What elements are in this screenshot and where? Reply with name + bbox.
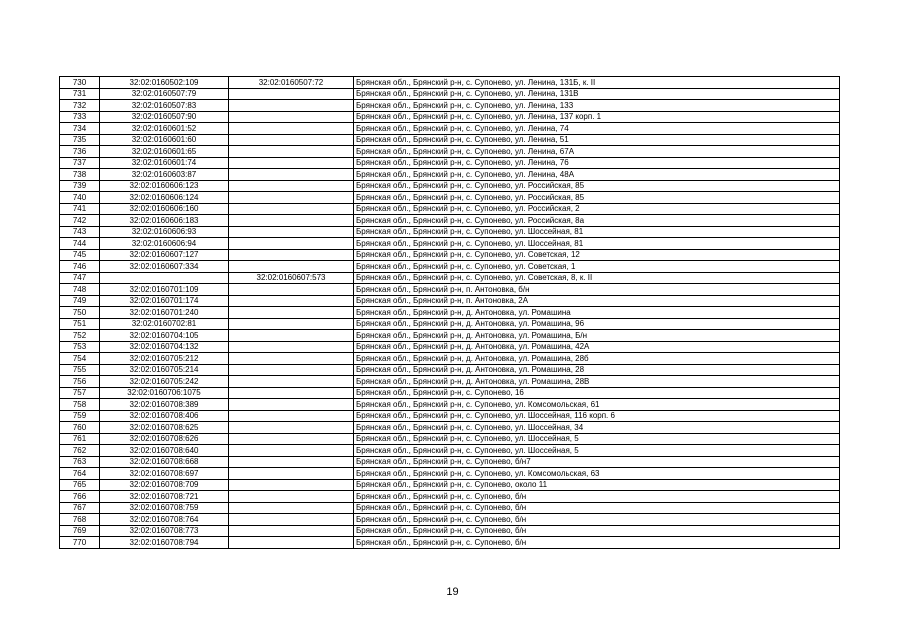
table-row: [60, 100, 840, 112]
table-row: [60, 514, 840, 526]
cadastral-number-cell: 32:02:0160606:160: [100, 203, 229, 215]
cadastral-number-cell: 32:02:0160708:759: [100, 502, 229, 514]
linked-cadastral-number-cell: [229, 330, 354, 342]
row-number-cell: 770: [60, 537, 100, 549]
row-number-cell: 766: [60, 491, 100, 503]
cadastral-number-cell: 32:02:0160502:109: [100, 77, 229, 89]
linked-cadastral-number-cell: [229, 445, 354, 457]
row-number-cell: 749: [60, 295, 100, 307]
row-number-cell: 744: [60, 238, 100, 250]
table-row: [60, 422, 840, 434]
table-row: [60, 226, 840, 238]
linked-cadastral-number-cell: [229, 295, 354, 307]
row-number-cell: 734: [60, 123, 100, 135]
address-cell: Брянская обл., Брянский р-н, д. Антоновка, ул. Ромашина: [354, 307, 840, 319]
linked-cadastral-number-cell: 32:02:0160607:573: [229, 272, 354, 284]
table-row: [60, 157, 840, 169]
table-row: [60, 341, 840, 353]
cadastral-number-cell: 32:02:0160708:697: [100, 468, 229, 480]
table-row: [60, 456, 840, 468]
row-number-cell: 738: [60, 169, 100, 181]
linked-cadastral-number-cell: [229, 88, 354, 100]
row-number-cell: 757: [60, 387, 100, 399]
linked-cadastral-number-cell: [229, 514, 354, 526]
row-number-cell: 755: [60, 364, 100, 376]
linked-cadastral-number-cell: [229, 364, 354, 376]
address-cell: Брянская обл., Брянский р-н, с. Супонево, ул. Шоссейная, 5: [354, 445, 840, 457]
table-row: [60, 364, 840, 376]
table-row: [60, 192, 840, 204]
linked-cadastral-number-cell: [229, 341, 354, 353]
table-row: [60, 376, 840, 388]
row-number-cell: 730: [60, 77, 100, 89]
cadastral-number-cell: 32:02:0160708:721: [100, 491, 229, 503]
linked-cadastral-number-cell: [229, 215, 354, 227]
row-number-cell: 750: [60, 307, 100, 319]
address-cell: Брянская обл., Брянский р-н, с. Супонево, ул. Шоссейная, 34: [354, 422, 840, 434]
linked-cadastral-number-cell: [229, 456, 354, 468]
address-cell: Брянская обл., Брянский р-н, с. Супонево, б/н7: [354, 456, 840, 468]
table-row: [60, 491, 840, 503]
address-cell: Брянская обл., Брянский р-н, с. Супонево, б/н: [354, 491, 840, 503]
address-cell: Брянская обл., Брянский р-н, с. Супонево, ул. Ленина, 74: [354, 123, 840, 135]
linked-cadastral-number-cell: [229, 226, 354, 238]
table-row: [60, 433, 840, 445]
linked-cadastral-number-cell: [229, 123, 354, 135]
table-row: [60, 387, 840, 399]
linked-cadastral-number-cell: [229, 502, 354, 514]
row-number-cell: 767: [60, 502, 100, 514]
address-cell: Брянская обл., Брянский р-н, с. Супонево, ул. Ленина, 76: [354, 157, 840, 169]
cadastral-number-cell: 32:02:0160708:625: [100, 422, 229, 434]
cadastral-number-cell: 32:02:0160606:183: [100, 215, 229, 227]
address-cell: Брянская обл., Брянский р-н, с. Супонево, б/н: [354, 537, 840, 549]
row-number-cell: 764: [60, 468, 100, 480]
row-number-cell: 748: [60, 284, 100, 296]
table-row: [60, 502, 840, 514]
cadastral-number-cell: 32:02:0160708:794: [100, 537, 229, 549]
linked-cadastral-number-cell: [229, 111, 354, 123]
row-number-cell: 736: [60, 146, 100, 158]
row-number-cell: 753: [60, 341, 100, 353]
address-cell: Брянская обл., Брянский р-н, д. Антоновка, ул. Ромашина, 42А: [354, 341, 840, 353]
address-cell: Брянская обл., Брянский р-н, с. Супонево, ул. Советская, 8, к. II: [354, 272, 840, 284]
row-number-cell: 758: [60, 399, 100, 411]
row-number-cell: 763: [60, 456, 100, 468]
table-row: [60, 295, 840, 307]
row-number-cell: 746: [60, 261, 100, 273]
table-row: [60, 180, 840, 192]
linked-cadastral-number-cell: [229, 249, 354, 261]
linked-cadastral-number-cell: [229, 399, 354, 411]
row-number-cell: 731: [60, 88, 100, 100]
address-cell: Брянская обл., Брянский р-н, с. Супонево, ул. Ленина, 131Б, к. II: [354, 77, 840, 89]
row-number-cell: 740: [60, 192, 100, 204]
table-row: [60, 445, 840, 457]
linked-cadastral-number-cell: [229, 180, 354, 192]
cadastral-number-cell: 32:02:0160708:406: [100, 410, 229, 422]
table-row: [60, 284, 840, 296]
linked-cadastral-number-cell: [229, 410, 354, 422]
cadastral-number-cell: 32:02:0160606:123: [100, 180, 229, 192]
cadastral-number-cell: 32:02:0160607:127: [100, 249, 229, 261]
address-cell: Брянская обл., Брянский р-н, с. Супонево, ул. Комсомольская, 63: [354, 468, 840, 480]
row-number-cell: 761: [60, 433, 100, 445]
cadastral-number-cell: 32:02:0160705:212: [100, 353, 229, 365]
address-cell: Брянская обл., Брянский р-н, с. Супонево, ул. Ленина, 137 корп. 1: [354, 111, 840, 123]
cadastral-number-cell: 32:02:0160507:83: [100, 100, 229, 112]
cadastral-number-cell: [100, 272, 229, 284]
address-cell: Брянская обл., Брянский р-н, с. Супонево, ул. Комсомольская, 61: [354, 399, 840, 411]
cadastral-number-cell: 32:02:0160603:87: [100, 169, 229, 181]
linked-cadastral-number-cell: [229, 387, 354, 399]
linked-cadastral-number-cell: [229, 537, 354, 549]
table-row: [60, 272, 840, 284]
linked-cadastral-number-cell: [229, 525, 354, 537]
linked-cadastral-number-cell: [229, 203, 354, 215]
row-number-cell: 765: [60, 479, 100, 491]
row-number-cell: 760: [60, 422, 100, 434]
linked-cadastral-number-cell: [229, 468, 354, 480]
row-number-cell: 741: [60, 203, 100, 215]
linked-cadastral-number-cell: [229, 238, 354, 250]
cadastral-number-cell: 32:02:0160704:132: [100, 341, 229, 353]
address-cell: Брянская обл., Брянский р-н, с. Супонево, б/н: [354, 502, 840, 514]
row-number-cell: 739: [60, 180, 100, 192]
linked-cadastral-number-cell: [229, 157, 354, 169]
address-cell: Брянская обл., Брянский р-н, с. Супонево, ул. Шоссейная, 81: [354, 226, 840, 238]
row-number-cell: 735: [60, 134, 100, 146]
cadastral-number-cell: 32:02:0160708:640: [100, 445, 229, 457]
table-row: [60, 330, 840, 342]
row-number-cell: 737: [60, 157, 100, 169]
table-row: [60, 525, 840, 537]
linked-cadastral-number-cell: [229, 376, 354, 388]
address-cell: Брянская обл., Брянский р-н, с. Супонево, ул. Ленина, 133: [354, 100, 840, 112]
cadastral-number-cell: 32:02:0160704:105: [100, 330, 229, 342]
cadastral-number-cell: 32:02:0160606:124: [100, 192, 229, 204]
table-row: [60, 111, 840, 123]
address-cell: Брянская обл., Брянский р-н, с. Супонево, ул. Шоссейная, 81: [354, 238, 840, 250]
cadastral-number-cell: 32:02:0160708:709: [100, 479, 229, 491]
cadastral-number-cell: 32:02:0160702:81: [100, 318, 229, 330]
address-cell: Брянская обл., Брянский р-н, д. Антоновка, ул. Ромашина, 28В: [354, 376, 840, 388]
address-cell: Брянская обл., Брянский р-н, с. Супонево, ул. Ленина, 48А: [354, 169, 840, 181]
address-cell: Брянская обл., Брянский р-н, с. Супонево, ул. Российская, 85: [354, 180, 840, 192]
address-cell: Брянская обл., Брянский р-н, с. Супонево, б/н: [354, 514, 840, 526]
row-number-cell: 759: [60, 410, 100, 422]
row-number-cell: 733: [60, 111, 100, 123]
linked-cadastral-number-cell: [229, 318, 354, 330]
row-number-cell: 742: [60, 215, 100, 227]
linked-cadastral-number-cell: [229, 100, 354, 112]
address-cell: Брянская обл., Брянский р-н, с. Супонево, ул. Ленина, 131В: [354, 88, 840, 100]
cadastral-number-cell: 32:02:0160708:389: [100, 399, 229, 411]
row-number-cell: 732: [60, 100, 100, 112]
address-cell: Брянская обл., Брянский р-н, с. Супонево, ул. Российская, 8а: [354, 215, 840, 227]
address-cell: Брянская обл., Брянский р-н, д. Антоновка, ул. Ромашина, Б/н: [354, 330, 840, 342]
row-number-cell: 745: [60, 249, 100, 261]
address-cell: Брянская обл., Брянский р-н, с. Супонево, ул. Шоссейная, 116 корп. 6: [354, 410, 840, 422]
table-row: [60, 238, 840, 250]
table-row: [60, 169, 840, 181]
cadastral-number-cell: 32:02:0160701:240: [100, 307, 229, 319]
cadastral-number-cell: 32:02:0160606:94: [100, 238, 229, 250]
address-cell: Брянская обл., Брянский р-н, п. Антоновка, б/н: [354, 284, 840, 296]
address-cell: Брянская обл., Брянский р-н, д. Антоновка, ул. Ромашина, 28: [354, 364, 840, 376]
table-row: [60, 468, 840, 480]
cadastral-number-cell: 32:02:0160606:93: [100, 226, 229, 238]
address-cell: Брянская обл., Брянский р-н, с. Супонево, ул. Советская, 1: [354, 261, 840, 273]
linked-cadastral-number-cell: [229, 261, 354, 273]
cadastral-number-cell: 32:02:0160601:74: [100, 157, 229, 169]
linked-cadastral-number-cell: [229, 307, 354, 319]
row-number-cell: 769: [60, 525, 100, 537]
table-row: [60, 123, 840, 135]
address-cell: Брянская обл., Брянский р-н, д. Антоновка, ул. Ромашина, 96: [354, 318, 840, 330]
row-number-cell: 747: [60, 272, 100, 284]
row-number-cell: 743: [60, 226, 100, 238]
table-row: [60, 146, 840, 158]
cadastral-number-cell: 32:02:0160507:79: [100, 88, 229, 100]
row-number-cell: 751: [60, 318, 100, 330]
cadastral-number-cell: 32:02:0160601:60: [100, 134, 229, 146]
linked-cadastral-number-cell: [229, 169, 354, 181]
table-row: [60, 399, 840, 411]
address-cell: Брянская обл., Брянский р-н, с. Супонево, ул. Ленина, 51: [354, 134, 840, 146]
address-cell: Брянская обл., Брянский р-н, с. Супонево, б/н: [354, 525, 840, 537]
address-cell: Брянская обл., Брянский р-н, с. Супонево, около 11: [354, 479, 840, 491]
table-row: [60, 134, 840, 146]
cadastral-number-cell: 32:02:0160705:242: [100, 376, 229, 388]
row-number-cell: 762: [60, 445, 100, 457]
linked-cadastral-number-cell: [229, 284, 354, 296]
parcel-table: [59, 76, 840, 549]
cadastral-number-cell: 32:02:0160507:90: [100, 111, 229, 123]
linked-cadastral-number-cell: [229, 134, 354, 146]
address-cell: Брянская обл., Брянский р-н, с. Супонево, ул. Шоссейная, 5: [354, 433, 840, 445]
cadastral-number-cell: 32:02:0160607:334: [100, 261, 229, 273]
table-row: [60, 318, 840, 330]
row-number-cell: 754: [60, 353, 100, 365]
table-row: [60, 88, 840, 100]
cadastral-number-cell: 32:02:0160705:214: [100, 364, 229, 376]
cadastral-number-cell: 32:02:0160601:65: [100, 146, 229, 158]
table-row: [60, 307, 840, 319]
linked-cadastral-number-cell: [229, 433, 354, 445]
address-cell: Брянская обл., Брянский р-н, п. Антоновка, 2А: [354, 295, 840, 307]
table-row: [60, 77, 840, 89]
cadastral-number-cell: 32:02:0160708:773: [100, 525, 229, 537]
linked-cadastral-number-cell: [229, 479, 354, 491]
cadastral-number-cell: 32:02:0160601:52: [100, 123, 229, 135]
table-row: [60, 353, 840, 365]
table-row: [60, 479, 840, 491]
cadastral-number-cell: 32:02:0160708:626: [100, 433, 229, 445]
table-row: [60, 215, 840, 227]
address-cell: Брянская обл., Брянский р-н, с. Супонево, ул. Советская, 12: [354, 249, 840, 261]
linked-cadastral-number-cell: [229, 146, 354, 158]
address-cell: Брянская обл., Брянский р-н, с. Супонево, 16: [354, 387, 840, 399]
parcel-table-body: [60, 77, 840, 549]
cadastral-number-cell: 32:02:0160701:109: [100, 284, 229, 296]
linked-cadastral-number-cell: 32:02:0160507:72: [229, 77, 354, 89]
row-number-cell: 768: [60, 514, 100, 526]
page-number: 19: [446, 586, 459, 598]
cadastral-number-cell: 32:02:0160701:174: [100, 295, 229, 307]
table-row: [60, 261, 840, 273]
cadastral-number-cell: 32:02:0160708:668: [100, 456, 229, 468]
table-row: [60, 537, 840, 549]
table-row: [60, 410, 840, 422]
row-number-cell: 756: [60, 376, 100, 388]
table-row: [60, 249, 840, 261]
address-cell: Брянская обл., Брянский р-н, д. Антоновка, ул. Ромашина, 28б: [354, 353, 840, 365]
row-number-cell: 752: [60, 330, 100, 342]
address-cell: Брянская обл., Брянский р-н, с. Супонево, ул. Ленина, 67А: [354, 146, 840, 158]
cadastral-number-cell: 32:02:0160708:764: [100, 514, 229, 526]
linked-cadastral-number-cell: [229, 491, 354, 503]
linked-cadastral-number-cell: [229, 353, 354, 365]
address-cell: Брянская обл., Брянский р-н, с. Супонево, ул. Российская, 85: [354, 192, 840, 204]
linked-cadastral-number-cell: [229, 192, 354, 204]
table-row: [60, 203, 840, 215]
cadastral-number-cell: 32:02:0160706:1075: [100, 387, 229, 399]
linked-cadastral-number-cell: [229, 422, 354, 434]
address-cell: Брянская обл., Брянский р-н, с. Супонево, ул. Российская, 2: [354, 203, 840, 215]
